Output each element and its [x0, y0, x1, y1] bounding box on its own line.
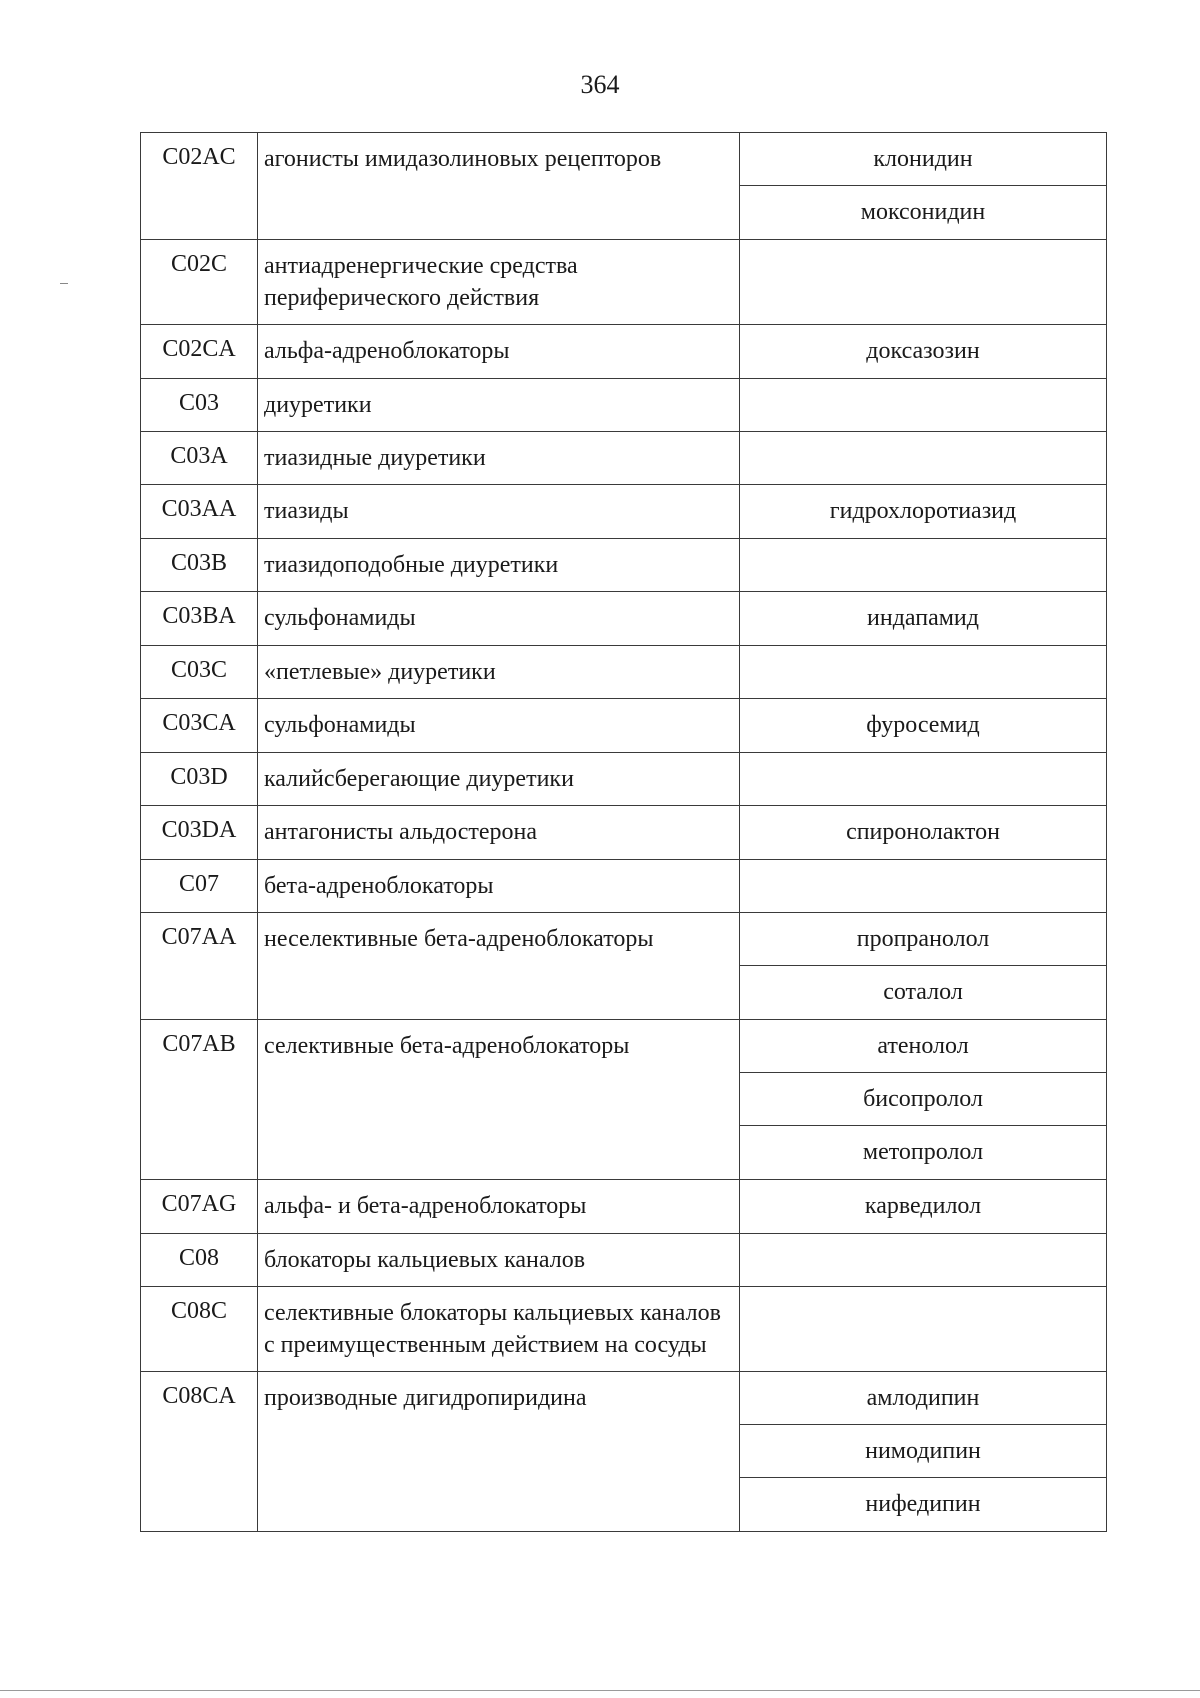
atc-group-name-cell: агонисты имидазолиновых рецепторов: [258, 133, 740, 240]
table-row: [141, 240, 1107, 325]
drug-list-cell: [740, 539, 1107, 592]
atc-code-cell: C03: [141, 379, 258, 432]
drug-list-cell: [740, 1020, 1107, 1180]
drug-list-cell: [740, 913, 1107, 1020]
atc-code-cell: C07AG: [141, 1180, 258, 1234]
table-row: [141, 806, 1107, 860]
atc-code-cell: C03AA: [141, 485, 258, 539]
drug-list-cell: [740, 860, 1107, 913]
table-row: [141, 539, 1107, 592]
atc-group-name-cell: селективные блокаторы кальциевых каналов с преимущественным действием на сосуды: [258, 1287, 740, 1372]
table-row: [141, 592, 1107, 646]
drug-name: спиронолактон: [846, 819, 1000, 845]
atc-classification-table: [140, 132, 1107, 1532]
atc-code-cell: C07AA: [141, 913, 258, 1020]
atc-group-name-cell: калийсберегающие диуретики: [258, 753, 740, 806]
drug-name: моксонидин: [860, 199, 986, 225]
atc-group-name-cell: бета-адреноблокаторы: [258, 860, 740, 913]
atc-code-cell: C02CA: [141, 325, 258, 379]
page-number: 364: [580, 70, 620, 99]
drug-name: пропранолол: [740, 913, 1106, 966]
drug-name: индапамид: [867, 605, 979, 631]
drug-name: метопролол: [862, 1139, 984, 1165]
drug-list-cell: [740, 325, 1107, 379]
atc-group-name-cell: тиазидные диуретики: [258, 432, 740, 485]
table-row: [141, 1180, 1107, 1234]
drug-name: амлодипин: [740, 1372, 1106, 1425]
atc-group-name-cell: антагонисты альдостерона: [258, 806, 740, 860]
atc-group-name-cell: тиазиды: [258, 485, 740, 539]
drug-name: гидрохлоротиазид: [829, 498, 1017, 524]
atc-code-cell: C03CA: [141, 699, 258, 753]
drug-list-cell: [740, 592, 1107, 646]
drug-list-cell: [740, 646, 1107, 699]
table-row: [141, 1020, 1107, 1180]
drug-name: атенолол: [740, 1020, 1106, 1073]
atc-group-name-cell: селективные бета-адреноблокаторы: [258, 1020, 740, 1180]
drug-list-cell: [740, 753, 1107, 806]
table-row: [141, 1372, 1107, 1532]
atc-group-name-cell: неселективные бета-адреноблокаторы: [258, 913, 740, 1020]
atc-group-name-cell: тиазидоподобные диуретики: [258, 539, 740, 592]
drug-list-cell: [740, 1372, 1107, 1532]
table-row: [141, 325, 1107, 379]
table-row: [141, 379, 1107, 432]
drug-list-cell: [740, 699, 1107, 753]
table-body: [141, 133, 1107, 1532]
table-row: [141, 133, 1107, 240]
atc-code-cell: C07: [141, 860, 258, 913]
atc-code-cell: C08C: [141, 1287, 258, 1372]
drug-name: бисопролол: [740, 1073, 1106, 1126]
drug-list-cell: [740, 133, 1107, 240]
drug-name: фуросемид: [866, 712, 980, 738]
table-row: [141, 753, 1107, 806]
drug-list-cell: [740, 1234, 1107, 1287]
table-row: [141, 913, 1107, 1020]
atc-code-cell: C02C: [141, 240, 258, 325]
atc-code-cell: C02AC: [141, 133, 258, 240]
atc-group-name-cell: «петлевые» диуретики: [258, 646, 740, 699]
scan-margin-mark: [60, 283, 68, 284]
table-row: [141, 699, 1107, 753]
atc-group-name-cell: альфа- и бета-адреноблокаторы: [258, 1180, 740, 1234]
atc-code-cell: C08CA: [141, 1372, 258, 1532]
atc-code-cell: C03D: [141, 753, 258, 806]
atc-group-name-cell: блокаторы кальциевых каналов: [258, 1234, 740, 1287]
atc-code-cell: C08: [141, 1234, 258, 1287]
drug-list-cell: [740, 1180, 1107, 1234]
drug-list-cell: [740, 379, 1107, 432]
bottom-rule: [0, 1690, 1200, 1691]
drug-name: нифедипин: [865, 1491, 981, 1517]
table-row: [141, 432, 1107, 485]
atc-code-cell: C03B: [141, 539, 258, 592]
drug-name: соталол: [883, 979, 963, 1005]
atc-code-cell: C03A: [141, 432, 258, 485]
table-row: [141, 860, 1107, 913]
atc-group-name-cell: диуретики: [258, 379, 740, 432]
atc-group-name-cell: сульфонамиды: [258, 592, 740, 646]
atc-group-name-cell: производные дигидропиридина: [258, 1372, 740, 1532]
atc-code-cell: C03C: [141, 646, 258, 699]
table-row: [141, 646, 1107, 699]
table-row: [141, 485, 1107, 539]
drug-name: карведилол: [864, 1193, 982, 1219]
atc-group-name-cell: сульфонамиды: [258, 699, 740, 753]
atc-code-cell: C03BA: [141, 592, 258, 646]
drug-list-cell: [740, 1287, 1107, 1372]
drug-list-cell: [740, 240, 1107, 325]
atc-code-cell: C03DA: [141, 806, 258, 860]
drug-name: доксазозин: [866, 338, 980, 364]
drug-list-cell: [740, 485, 1107, 539]
table-row: [141, 1287, 1107, 1372]
table-row: [141, 1234, 1107, 1287]
atc-group-name-cell: альфа-адреноблокаторы: [258, 325, 740, 379]
drug-name: клонидин: [740, 133, 1106, 186]
atc-group-name-cell: антиадренергические средства периферического действия: [258, 240, 740, 325]
drug-list-cell: [740, 806, 1107, 860]
drug-name: нимодипин: [740, 1425, 1106, 1478]
atc-code-cell: C07AB: [141, 1020, 258, 1180]
drug-list-cell: [740, 432, 1107, 485]
